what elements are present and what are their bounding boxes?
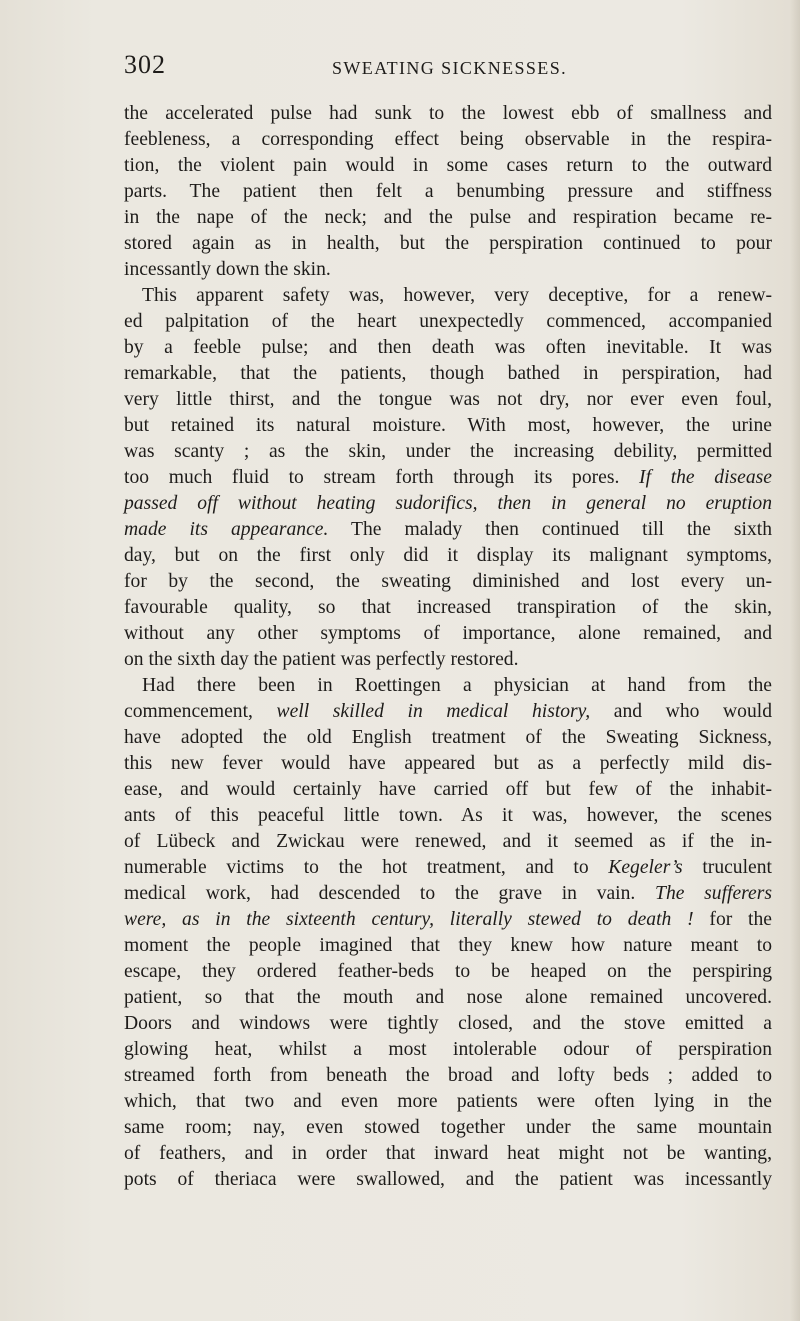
text-line <box>124 465 772 491</box>
text-segment: very little thirst, and the tongue was not dry, nor ever even foul, <box>124 389 772 410</box>
page-edge-shadow <box>790 0 800 1321</box>
text-line <box>124 1063 772 1089</box>
text-segment: on the sixth day the patient was perfectly restored. <box>124 649 519 670</box>
text-line <box>124 231 772 257</box>
text-segment: patient, so that the mouth and nose alone remained uncovered. <box>124 987 772 1008</box>
text-line <box>124 595 772 621</box>
text-line <box>124 777 772 803</box>
text-line <box>124 127 772 153</box>
text-segment: same room; nay, even stowed together under the same mountain <box>124 1117 772 1138</box>
text-segment: for the <box>693 909 772 930</box>
text-line <box>124 153 772 179</box>
text-segment: in the nape of the neck; and the pulse and respiration became re- <box>124 207 772 228</box>
text-segment: too much fluid to stream forth through its pores. <box>124 467 640 488</box>
text-line <box>124 1115 772 1141</box>
text-segment: ed palpitation of the heart unexpectedly commenced, accompanied <box>124 311 772 332</box>
text-segment: tion, the violent pain would in some cases return to the outward <box>124 155 772 176</box>
text-segment: without any other symptoms of importance, alone remained, and <box>124 623 772 644</box>
text-segment: for by the second, the sweating diminished and lost every un- <box>124 571 772 592</box>
text-segment: and who would <box>590 701 772 722</box>
text-segment: medical work, had descended to the grave in vain. <box>124 883 656 904</box>
text-segment: the accelerated pulse had sunk to the lowest ebb of smallness and <box>124 103 772 124</box>
text-segment: of Lübeck and Zwickau were renewed, and it seemed as if the in- <box>124 831 772 852</box>
text-line <box>124 439 772 465</box>
text-line <box>124 803 772 829</box>
text-segment: feebleness, a corresponding effect being observable in the respira- <box>124 129 772 150</box>
text-segment: stored again as in health, but the perspiration continued to pour <box>124 233 772 254</box>
text-segment: streamed forth from beneath the broad and lofty beds ; added to <box>124 1065 772 1086</box>
text-line <box>124 543 772 569</box>
text-line <box>124 855 772 881</box>
text-segment: which, that two and even more patients were often lying in the <box>124 1091 772 1112</box>
text-line <box>124 959 772 985</box>
text-line <box>124 725 772 751</box>
text-line <box>124 335 772 361</box>
page-number: 302 <box>124 50 166 79</box>
text-segment: This apparent safety was, however, very deceptive, for a renew- <box>142 285 772 306</box>
text-segment: glowing heat, whilst a most intolerable odour of perspiration <box>124 1039 772 1060</box>
text-line <box>124 1089 772 1115</box>
text-line <box>124 361 772 387</box>
body-text <box>124 101 772 1193</box>
italic-text: were, as in the sixteenth century, literally stewed to death ! <box>124 909 694 930</box>
text-segment: day, but on the first only did it display its malignant symptoms, <box>124 545 772 566</box>
text-segment: ants of this peaceful little town. As it was, however, the scenes <box>124 805 772 826</box>
text-line <box>124 907 772 933</box>
text-segment: this new fever would have appeared but as a perfectly mild dis- <box>124 753 772 774</box>
text-segment: by a feeble pulse; and then death was often inevitable. It was <box>124 337 772 358</box>
text-line <box>124 309 772 335</box>
text-line <box>124 205 772 231</box>
text-line <box>124 283 772 309</box>
text-line <box>124 413 772 439</box>
text-segment: was scanty ; as the skin, under the increasing debility, permitted <box>124 441 772 462</box>
text-segment: Doors and windows were tightly closed, and the stove emitted a <box>124 1013 772 1034</box>
text-segment: ease, and would certainly have carried off but few of the inhabit- <box>124 779 772 800</box>
text-line <box>124 1167 772 1193</box>
italic-text: well skilled in medical history, <box>276 701 591 722</box>
text-segment: escape, they ordered feather-beds to be heaped on the perspiring <box>124 961 772 982</box>
text-line <box>124 933 772 959</box>
text-segment: moment the people imagined that they knew how nature meant to <box>124 935 772 956</box>
italic-text: made its appearance. <box>124 519 329 540</box>
italic-text: Kegeler’s <box>608 857 683 878</box>
italic-text: The sufferers <box>655 883 772 904</box>
text-line <box>124 491 772 517</box>
italic-text: passed off without heating sudorifics, then in general no eruption <box>124 493 772 514</box>
text-segment: parts. The patient then felt a benumbing pressure and stiffness <box>124 181 772 202</box>
text-line <box>124 517 772 543</box>
text-segment: have adopted the old English treatment of the Sweating Sickness, <box>124 727 772 748</box>
text-segment: commencement, <box>124 701 277 722</box>
text-segment: truculent <box>682 857 772 878</box>
text-line <box>124 569 772 595</box>
text-segment: of feathers, and in order that inward heat might not be wanting, <box>124 1143 772 1164</box>
text-line <box>124 673 772 699</box>
text-line <box>124 101 772 127</box>
text-line <box>124 179 772 205</box>
text-line <box>124 881 772 907</box>
text-line <box>124 985 772 1011</box>
text-line <box>124 621 772 647</box>
text-segment: numerable victims to the hot treatment, and to <box>124 857 609 878</box>
text-segment: remarkable, that the patients, though bathed in perspiration, had <box>124 363 772 384</box>
text-line <box>124 647 772 673</box>
text-line <box>124 829 772 855</box>
text-line <box>124 699 772 725</box>
text-segment: Had there been in Roettingen a physician at hand from the <box>142 675 772 696</box>
page-header <box>124 50 774 82</box>
text-segment: but retained its natural moisture. With most, however, the urine <box>124 415 772 436</box>
text-segment: favourable quality, so that increased transpiration of the skin, <box>124 597 772 618</box>
text-segment: incessantly down the skin. <box>124 259 331 280</box>
text-line <box>124 387 772 413</box>
text-segment: pots of theriaca were swallowed, and the patient was incessantly <box>124 1169 772 1190</box>
text-line <box>124 257 772 283</box>
text-line <box>124 1037 772 1063</box>
italic-text: If the disease <box>639 467 772 488</box>
text-segment: The malady then continued till the sixth <box>328 519 772 540</box>
text-line <box>124 1011 772 1037</box>
running-head: SWEATING SICKNESSES. <box>332 58 568 78</box>
text-line <box>124 751 772 777</box>
text-line <box>124 1141 772 1167</box>
